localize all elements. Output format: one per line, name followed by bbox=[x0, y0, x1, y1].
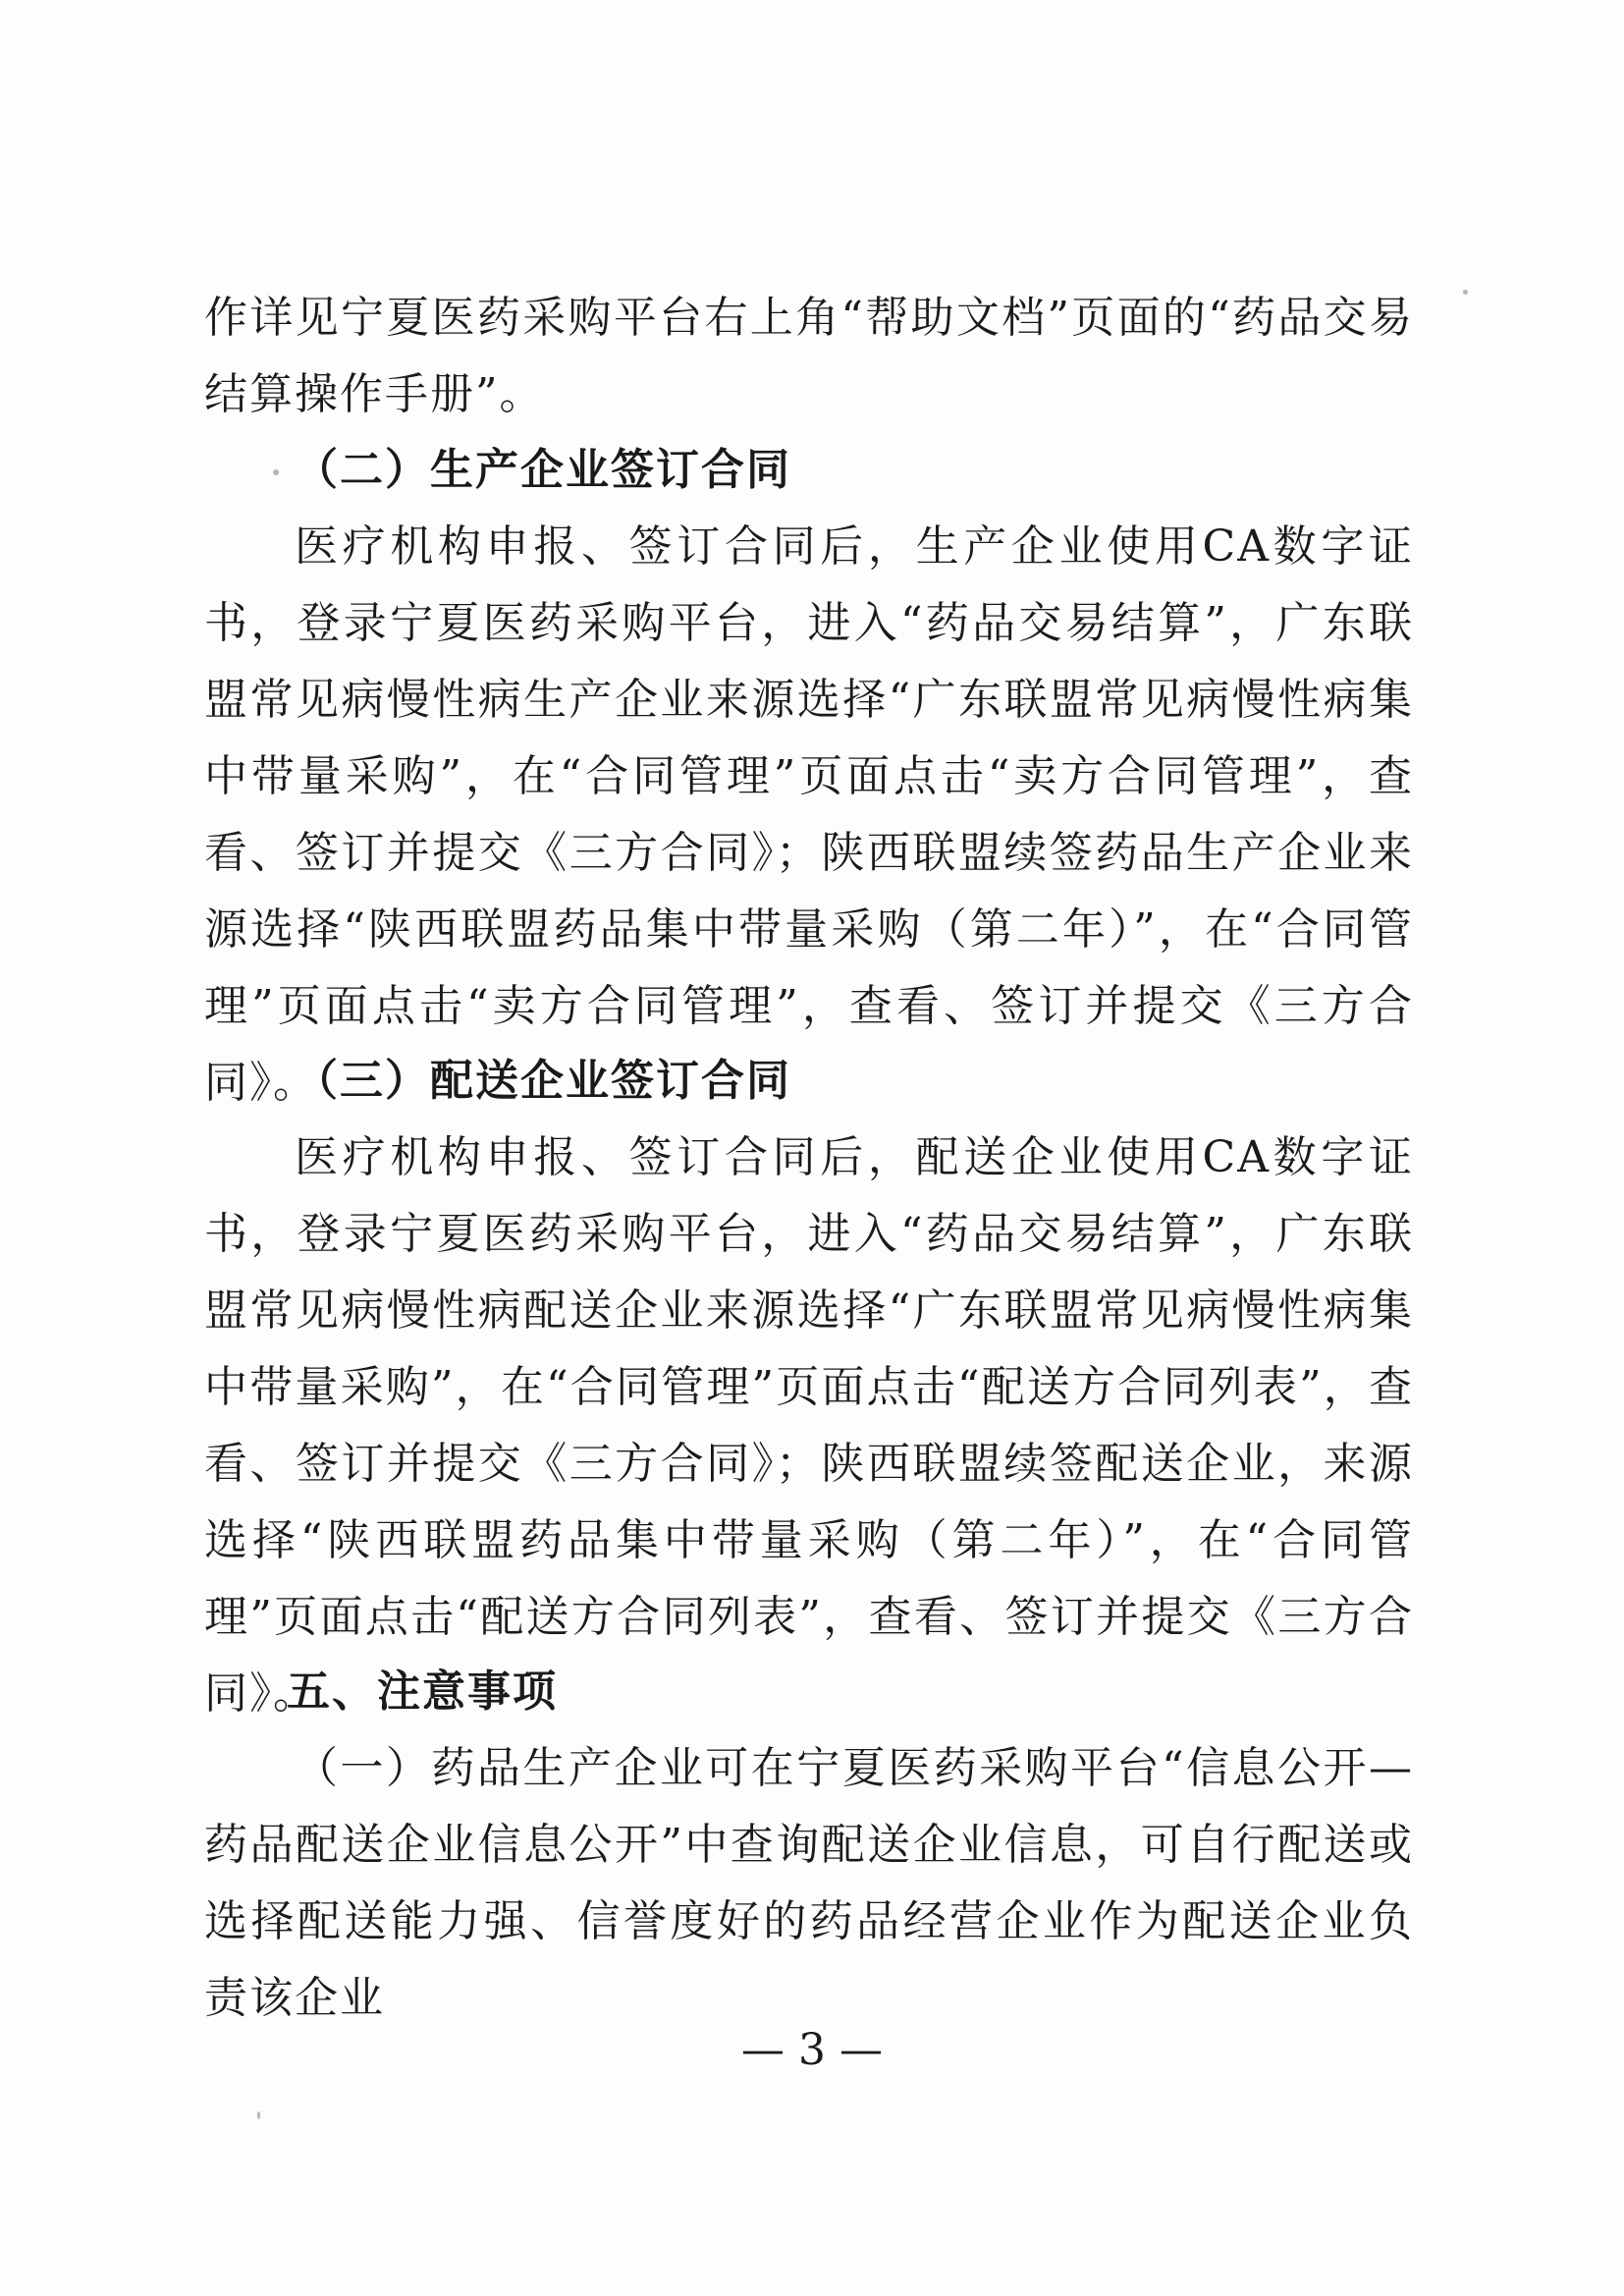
paragraph-delivery-contract: 医疗机构申报、签订合同后，配送企业使用CA数字证书，登录宁夏医药采购平台，进入“药品交易结算”，广东联盟常见病慢性病配送企业来源选择“广东联盟常见病慢性病集中带量采购”，在“合同管理”页面点击“配送方合同列表”，查看、签订并提交《三方合同》；陕西联盟续签配送企业，来源选择“陕西联盟药品集中带量采购（第二年）”，在“合同管理”页面点击“配送方合同列表”，查看、签订并提交《三方合同》。 bbox=[204, 1132, 1414, 1719]
page-number: — 3 — bbox=[741, 2025, 883, 2075]
paragraph-notes-1: （一）药品生产企业可在宁夏医药采购平台“信息公开—药品配送企业信息公开”中查询配送企业信息，可自行配送或选择配送能力强、信誉度好的药品经营企业作为配送企业负责该企业 bbox=[204, 1743, 1414, 2023]
scan-speck bbox=[257, 2111, 260, 2119]
section-heading-notes: 五、注意事项 bbox=[287, 1667, 558, 1717]
paragraph-production-contract: 医疗机构申报、签订合同后，生产企业使用CA数字证书，登录宁夏医药采购平台，进入“药品交易结算”，广东联盟常见病慢性病生产企业来源选择“广东联盟常见病慢性病集中带量采购”，在“合同管理”页面点击“卖方合同管理”，查看、签订并提交《三方合同》；陕西联盟续签药品生产企业来源选择“陕西联盟药品集中带量采购（第二年）”，在“合同管理”页面点击“卖方合同管理”，查看、签订并提交《三方合同》。 bbox=[204, 521, 1414, 1108]
paragraph-continuation: 作详见宁夏医药采购平台右上角“帮助文档”页面的“药品交易结算操作手册”。 bbox=[204, 293, 1414, 419]
scan-speck bbox=[273, 469, 279, 475]
section-heading-production-contract: （二）生产企业签订合同 bbox=[295, 445, 791, 495]
section-heading-delivery-contract: （三）配送企业签订合同 bbox=[295, 1056, 791, 1106]
scan-speck bbox=[1463, 290, 1468, 295]
